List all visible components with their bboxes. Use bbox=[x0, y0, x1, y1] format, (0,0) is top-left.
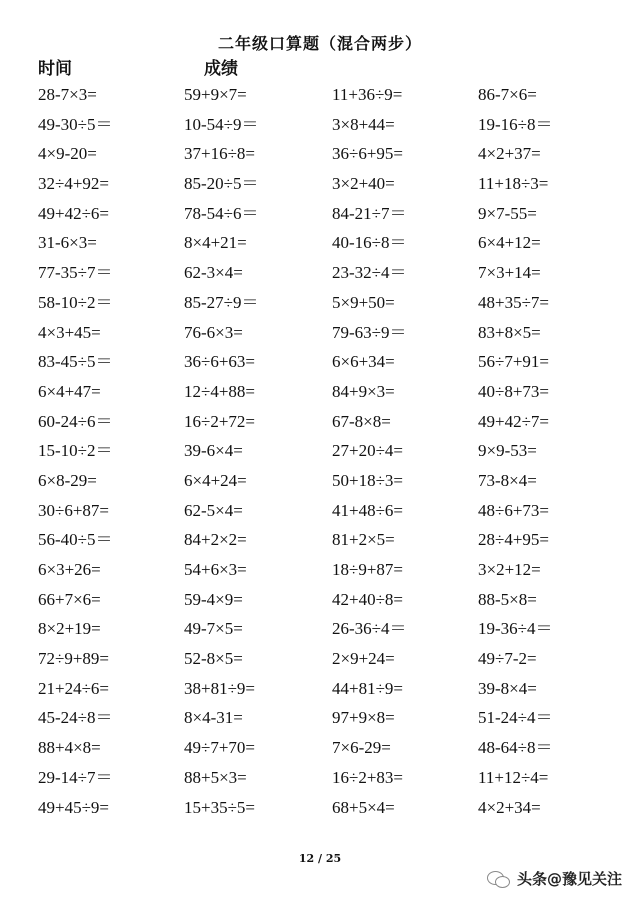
math-problem: 16÷2+83= bbox=[332, 767, 404, 787]
math-problem: 67-8×8= bbox=[332, 411, 391, 431]
math-problem: 52-8×5= bbox=[184, 649, 243, 669]
math-problem: 48÷6+73= bbox=[478, 500, 550, 520]
math-problem: 40-16÷8＝ bbox=[332, 233, 407, 253]
math-problem: 27+20÷4= bbox=[332, 441, 404, 461]
math-problem: 79-63÷9＝ bbox=[332, 322, 407, 342]
math-problem: 36÷6+95= bbox=[332, 144, 404, 164]
math-problem: 5×9+50= bbox=[332, 292, 395, 312]
math-problem: 44+81÷9= bbox=[332, 678, 404, 698]
math-problem: 83-45÷5＝ bbox=[38, 352, 113, 372]
watermark bbox=[487, 868, 622, 889]
math-problem: 49÷7-2= bbox=[478, 649, 537, 669]
math-problem: 85-20÷5＝ bbox=[184, 174, 259, 194]
math-problem: 78-54÷6＝ bbox=[184, 203, 259, 223]
math-problem: 8×4-31= bbox=[184, 708, 243, 728]
math-problem: 84-21÷7＝ bbox=[332, 203, 407, 223]
math-problem: 51-24÷4＝ bbox=[478, 708, 553, 728]
math-problem: 49+45÷9= bbox=[38, 797, 110, 817]
math-problem: 49+42÷6= bbox=[38, 203, 110, 223]
math-problem: 56-40÷5＝ bbox=[38, 530, 113, 550]
math-problem: 11+36÷9= bbox=[332, 85, 403, 104]
math-problem: 28-7×3= bbox=[38, 85, 97, 104]
math-problem: 9×7-55= bbox=[478, 203, 537, 223]
math-problem: 9×9-53= bbox=[478, 441, 537, 461]
math-problem: 32÷4+92= bbox=[38, 174, 110, 194]
math-problem: 11+12÷4= bbox=[478, 767, 549, 787]
math-problem: 39-8×4= bbox=[478, 678, 537, 698]
wechat-icon bbox=[487, 869, 511, 889]
math-problem: 38+81÷9= bbox=[184, 678, 256, 698]
math-problem: 4×2+37= bbox=[478, 144, 541, 164]
math-problem: 4×3+45= bbox=[38, 322, 101, 342]
math-problem: 39-6×4= bbox=[184, 441, 243, 461]
worksheet-title: 二年级口算题（混合两步） bbox=[217, 34, 422, 53]
math-problem: 19-16÷8＝ bbox=[478, 114, 553, 134]
math-problem: 48-64÷8＝ bbox=[478, 738, 553, 758]
math-problem: 77-35÷7＝ bbox=[38, 263, 113, 283]
watermark-text: 头条@豫见关注 bbox=[516, 870, 622, 888]
math-problem: 83+8×5= bbox=[478, 322, 541, 342]
math-problem: 3×8+44= bbox=[332, 114, 395, 134]
math-problem: 97+9×8= bbox=[332, 708, 395, 728]
math-problem: 11+18÷3= bbox=[478, 174, 549, 194]
math-problem: 10-54÷9＝ bbox=[184, 114, 259, 134]
math-problem: 3×2+12= bbox=[478, 560, 541, 579]
math-problem: 30÷6+87= bbox=[38, 500, 110, 520]
math-problem: 31-6×3= bbox=[38, 233, 97, 253]
math-problem: 86-7×6= bbox=[478, 85, 537, 104]
page-number: 12 / 25 bbox=[298, 852, 342, 865]
math-problem: 6×4+24= bbox=[184, 470, 247, 490]
math-problem: 50+18÷3= bbox=[332, 470, 404, 490]
math-problem: 26-36÷4＝ bbox=[332, 619, 407, 639]
math-problem: 76-6×3= bbox=[184, 322, 243, 342]
math-problem: 12÷4+88= bbox=[184, 381, 256, 401]
math-problem: 66+7×6= bbox=[38, 589, 101, 609]
math-problem: 85-27÷9＝ bbox=[184, 292, 259, 312]
math-problem: 18÷9+87= bbox=[332, 560, 404, 579]
math-problem: 62-5×4= bbox=[184, 500, 243, 520]
math-problem: 88-5×8= bbox=[478, 589, 537, 609]
math-problem: 49-7×5= bbox=[184, 619, 243, 639]
math-problem: 49+42÷7= bbox=[478, 411, 550, 431]
math-problem: 21+24÷6= bbox=[38, 678, 110, 698]
math-problem: 8×2+19= bbox=[38, 619, 101, 639]
math-problem: 4×9-20= bbox=[38, 144, 97, 164]
math-problem: 88+4×8= bbox=[38, 738, 101, 758]
math-problem: 84+9×3= bbox=[332, 381, 395, 401]
math-problem: 48+35÷7= bbox=[478, 292, 550, 312]
math-problem: 29-14÷7＝ bbox=[38, 767, 113, 787]
math-problem: 23-32÷4＝ bbox=[332, 263, 407, 283]
math-problem: 6×8-29= bbox=[38, 470, 97, 490]
math-problem: 59+9×7= bbox=[184, 85, 247, 104]
math-problem: 3×2+40= bbox=[332, 174, 395, 194]
math-problem: 81+2×5= bbox=[332, 530, 395, 550]
math-problem: 88+5×3= bbox=[184, 767, 247, 787]
math-problem: 45-24÷8＝ bbox=[38, 708, 113, 728]
math-problem: 16÷2+72= bbox=[184, 411, 256, 431]
math-problem: 72÷9+89= bbox=[38, 649, 110, 669]
math-problem: 15-10÷2＝ bbox=[38, 441, 113, 461]
math-problem: 7×6-29= bbox=[332, 738, 391, 758]
math-problem: 73-8×4= bbox=[478, 470, 537, 490]
math-problem: 8×4+21= bbox=[184, 233, 247, 253]
math-problem: 54+6×3= bbox=[184, 560, 247, 579]
math-problem: 19-36÷4＝ bbox=[478, 619, 553, 639]
math-problem: 36÷6+63= bbox=[184, 352, 256, 372]
math-problem: 2×9+24= bbox=[332, 649, 395, 669]
math-problem: 49-30÷5＝ bbox=[38, 114, 113, 134]
time-label: 时间 bbox=[38, 59, 72, 79]
math-problem: 6×4+47= bbox=[38, 381, 101, 401]
math-problem: 42+40÷8= bbox=[332, 589, 404, 609]
math-problem: 15+35÷5= bbox=[184, 797, 256, 817]
math-problem: 62-3×4= bbox=[184, 263, 243, 283]
math-problem: 6×6+34= bbox=[332, 352, 395, 372]
math-problem: 28÷4+95= bbox=[478, 530, 550, 550]
score-label: 成绩 bbox=[204, 59, 238, 79]
problem-grid bbox=[38, 82, 618, 824]
math-problem: 4×2+34= bbox=[478, 797, 541, 817]
math-problem: 56÷7+91= bbox=[478, 352, 550, 372]
math-problem: 60-24÷6＝ bbox=[38, 411, 113, 431]
math-problem: 68+5×4= bbox=[332, 797, 395, 817]
math-problem: 6×3+26= bbox=[38, 560, 101, 579]
math-problem: 40÷8+73= bbox=[478, 381, 550, 401]
math-problem: 6×4+12= bbox=[478, 233, 541, 253]
math-problem: 37+16÷8= bbox=[184, 144, 256, 164]
math-problem: 84+2×2= bbox=[184, 530, 247, 550]
math-problem: 49÷7+70= bbox=[184, 738, 256, 758]
math-problem: 59-4×9= bbox=[184, 589, 243, 609]
math-problem: 7×3+14= bbox=[478, 263, 541, 283]
math-problem: 41+48÷6= bbox=[332, 500, 404, 520]
math-problem: 58-10÷2＝ bbox=[38, 292, 113, 312]
